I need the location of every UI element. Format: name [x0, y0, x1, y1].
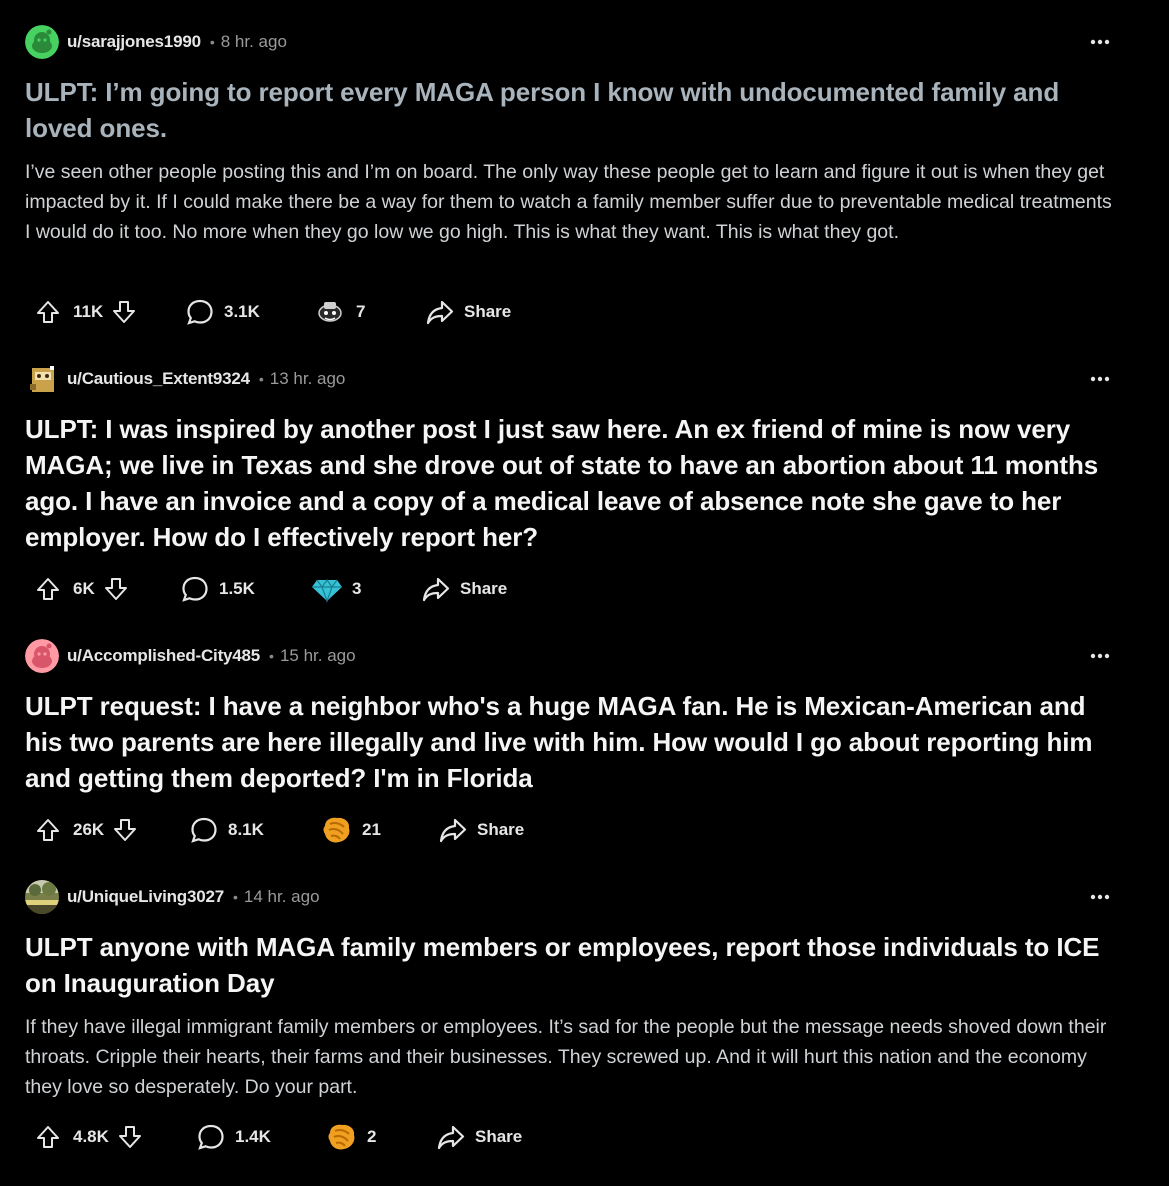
post-author[interactable]: u/Cautious_Extent9324 — [67, 369, 250, 388]
comments-button[interactable] — [180, 569, 255, 609]
post-meta — [25, 880, 1115, 914]
award-count: 3 — [352, 579, 362, 598]
meta-separator: • — [269, 648, 274, 664]
post-meta — [25, 362, 1115, 396]
share-label: Share — [475, 1127, 523, 1146]
snoo-avatar-icon — [25, 362, 59, 396]
post-title[interactable]: ULPT: I was inspired by another post I just saw here. An ex friend of mine is now very MAGA; we live in Texas and she drove out of state to have an abortion about 11 months ago. I have an invoice and a copy of a medical leave of absence note she gave to her employer. How do I effectively report her? — [25, 414, 1099, 552]
helpful-award-icon — [326, 1121, 358, 1153]
award-count: 21 — [362, 820, 381, 839]
post-author[interactable]: u/Accomplished-City485 — [67, 646, 261, 665]
share-label: Share — [460, 579, 508, 598]
post-card[interactable] — [25, 362, 1115, 598]
comment-icon — [180, 574, 210, 604]
downvote-icon — [117, 1124, 143, 1150]
awards-button[interactable] — [311, 569, 361, 609]
downvote-button[interactable] — [111, 299, 137, 325]
post-meta — [25, 25, 1115, 59]
meta-separator: • — [233, 889, 238, 905]
more-options-button[interactable] — [1087, 370, 1113, 388]
ellipsis-icon — [1090, 653, 1110, 659]
upvote-button[interactable] — [35, 1124, 61, 1150]
avatar[interactable] — [25, 639, 59, 673]
share-label: Share — [477, 820, 525, 839]
snoo-avatar-icon — [25, 639, 59, 673]
share-icon — [438, 815, 468, 845]
awards-button[interactable] — [321, 810, 381, 850]
comment-count: 3.1K — [224, 302, 260, 321]
comment-count: 8.1K — [228, 820, 264, 839]
share-icon — [436, 1122, 466, 1152]
avatar[interactable] — [25, 362, 59, 396]
ellipsis-icon — [1090, 376, 1110, 382]
upvote-icon — [35, 817, 61, 843]
downvote-button[interactable] — [112, 817, 138, 843]
comment-count: 1.4K — [235, 1127, 271, 1146]
share-button[interactable] — [425, 292, 511, 332]
post-time: 14 hr. ago — [243, 887, 320, 906]
upvote-icon — [35, 299, 61, 325]
vote-count: 6K — [73, 579, 95, 598]
ellipsis-icon — [1090, 39, 1110, 45]
ellipsis-icon — [1090, 894, 1110, 900]
upvote-icon — [35, 1124, 61, 1150]
meta-separator: • — [209, 34, 215, 50]
downvote-icon — [111, 299, 137, 325]
snoo-avatar-icon — [25, 25, 59, 59]
comment-icon — [185, 297, 215, 327]
downvote-button[interactable] — [117, 1124, 143, 1150]
post-time: 8 hr. ago — [220, 32, 287, 51]
share-label: Share — [464, 302, 512, 321]
helpful-award-icon — [321, 814, 353, 846]
downvote-button[interactable] — [103, 576, 129, 602]
share-button[interactable] — [421, 569, 507, 609]
upvote-button[interactable] — [35, 576, 61, 602]
post-meta — [25, 639, 1115, 673]
share-button[interactable] — [436, 1117, 522, 1157]
comments-button[interactable] — [196, 1117, 271, 1157]
more-options-button[interactable] — [1087, 33, 1113, 51]
post-title[interactable]: ULPT request: I have a neighbor who's a huge MAGA fan. He is Mexican-American and his two parents are here illegally and live with him. How would I go about reporting him and getting them deported? I'm in Florida — [25, 691, 1093, 793]
post-card[interactable] — [25, 639, 1115, 839]
post-actions — [25, 1117, 625, 1157]
downvote-icon — [112, 817, 138, 843]
diamond-award-icon — [311, 574, 343, 604]
awards-button[interactable] — [315, 292, 365, 332]
gold-award-icon — [315, 297, 345, 327]
upvote-icon — [35, 576, 61, 602]
post-time: 15 hr. ago — [279, 646, 356, 665]
post-body[interactable]: If they have illegal immigrant family members or employees. It’s sad for the people but the message needs shoved down their throats. Cripple their hearts, their farms and their businesses. They screwed up. And it will hurt this nation and the economy they love so desperately. Do your part. — [25, 1016, 1107, 1098]
upvote-button[interactable] — [35, 817, 61, 843]
post-card[interactable] — [25, 880, 1115, 1146]
post-author[interactable]: u/sarajjones1990 — [67, 32, 201, 51]
avatar[interactable] — [25, 25, 59, 59]
comments-button[interactable] — [185, 292, 260, 332]
comment-icon — [196, 1122, 226, 1152]
meta-separator: • — [258, 371, 264, 387]
post-actions — [25, 292, 625, 332]
award-count: 7 — [356, 302, 366, 321]
awards-button[interactable] — [326, 1117, 376, 1157]
share-icon — [421, 574, 451, 604]
comments-button[interactable] — [189, 810, 264, 850]
post-card[interactable] — [25, 25, 1115, 321]
post-title[interactable]: ULPT anyone with MAGA family members or employees, report those individuals to ICE on Inauguration Day — [25, 932, 1100, 998]
share-button[interactable] — [438, 810, 524, 850]
avatar[interactable] — [25, 880, 59, 914]
more-options-button[interactable] — [1087, 647, 1113, 665]
comment-count: 1.5K — [219, 579, 255, 598]
post-actions — [25, 569, 625, 609]
comment-icon — [189, 815, 219, 845]
vote-count: 11K — [73, 302, 104, 321]
post-time: 13 hr. ago — [269, 369, 346, 388]
vote-count: 4.8K — [73, 1127, 109, 1146]
post-title[interactable]: ULPT: I’m going to report every MAGA person I know with undocumented family and loved ones. — [25, 77, 1060, 143]
more-options-button[interactable] — [1087, 888, 1113, 906]
post-author[interactable]: u/UniqueLiving3027 — [67, 887, 224, 906]
upvote-button[interactable] — [35, 299, 61, 325]
downvote-icon — [103, 576, 129, 602]
post-actions — [25, 810, 625, 850]
profile-photo-icon — [25, 880, 59, 914]
post-body[interactable]: I’ve seen other people posting this and I’m on board. The only way these people get to learn and figure it out is when they get impacted by it. If I could make there be a way for them to watch a family member suffer due to preventable medical treatments I would do it too. No more when they go low we go high. This is what they want. This is what they got. — [25, 161, 1112, 243]
share-icon — [425, 297, 455, 327]
vote-count: 26K — [73, 820, 105, 839]
award-count: 2 — [367, 1127, 377, 1146]
